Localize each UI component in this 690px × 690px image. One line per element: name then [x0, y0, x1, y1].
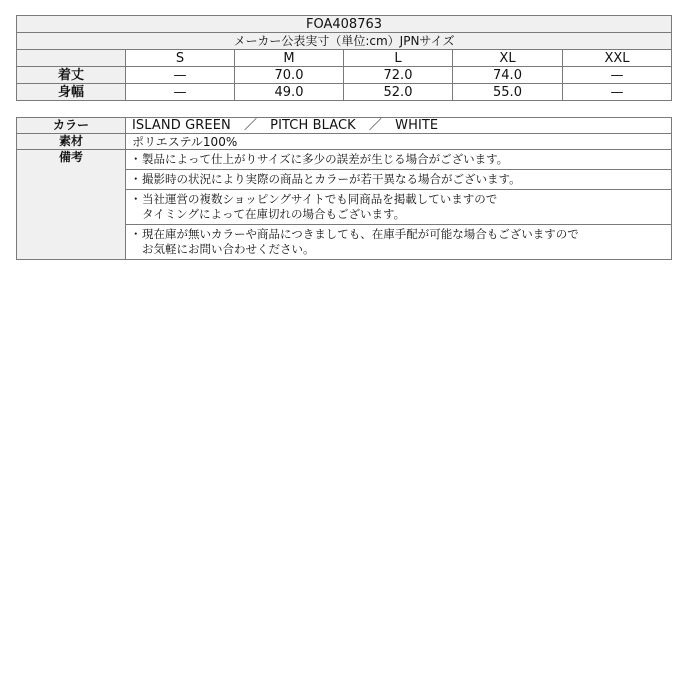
row-label-width: 身幅	[17, 84, 126, 101]
table-cell: 52.0	[344, 84, 453, 101]
note-bullet: ・	[130, 152, 142, 166]
size-table	[16, 15, 672, 101]
size-header-xxl: XXL	[563, 50, 672, 67]
note-text: 撮影時の状況により実際の商品とカラーが若干異なる場合がございます。	[142, 172, 521, 186]
note-text: 現在庫が無いカラーや商品につきましても、在庫手配が可能な場合もございますので	[142, 227, 579, 241]
note-item	[126, 170, 672, 190]
table-cell: 74.0	[453, 67, 563, 84]
note-text: タイミングによって在庫切れの場合もございます。	[142, 207, 406, 221]
note-item	[126, 190, 672, 225]
color-value: ISLAND GREEN ／ PITCH BLACK ／ WHITE	[126, 118, 672, 134]
note-item	[126, 225, 672, 260]
note-text: 製品によって仕上がりサイズに多少の誤差が生じる場合がございます。	[142, 152, 509, 166]
size-header-l: L	[344, 50, 453, 67]
note-bullet: ・	[130, 172, 142, 186]
table-cell: 70.0	[235, 67, 344, 84]
note-item	[126, 150, 672, 170]
note-text: 当社運営の複数ショッピングサイトでも同商品を掲載していますので	[142, 192, 498, 206]
note-text: お気軽にお問い合わせください。	[142, 242, 315, 256]
table-cell: —	[126, 84, 235, 101]
size-header-s: S	[126, 50, 235, 67]
table-cell: 55.0	[453, 84, 563, 101]
note-bullet: ・	[130, 192, 142, 206]
header-corner	[17, 50, 126, 67]
table-cell: —	[126, 67, 235, 84]
size-header-xl: XL	[453, 50, 563, 67]
table-cell: —	[563, 84, 672, 101]
product-code: FOA408763	[17, 16, 672, 33]
size-table-subtitle: メーカー公表実寸（単位:cm）JPNサイズ	[17, 33, 672, 50]
table-cell: —	[563, 67, 672, 84]
material-value: ポリエステル100%	[126, 134, 672, 150]
material-label: 素材	[17, 134, 126, 150]
row-label-length: 着丈	[17, 67, 126, 84]
size-header-m: M	[235, 50, 344, 67]
note-bullet: ・	[130, 227, 142, 241]
table-row	[17, 67, 672, 84]
table-cell: 72.0	[344, 67, 453, 84]
table-row	[17, 84, 672, 101]
color-label: カラー	[17, 118, 126, 134]
table-cell: 49.0	[235, 84, 344, 101]
notes-label: 備考	[17, 150, 126, 260]
info-table	[16, 117, 672, 260]
